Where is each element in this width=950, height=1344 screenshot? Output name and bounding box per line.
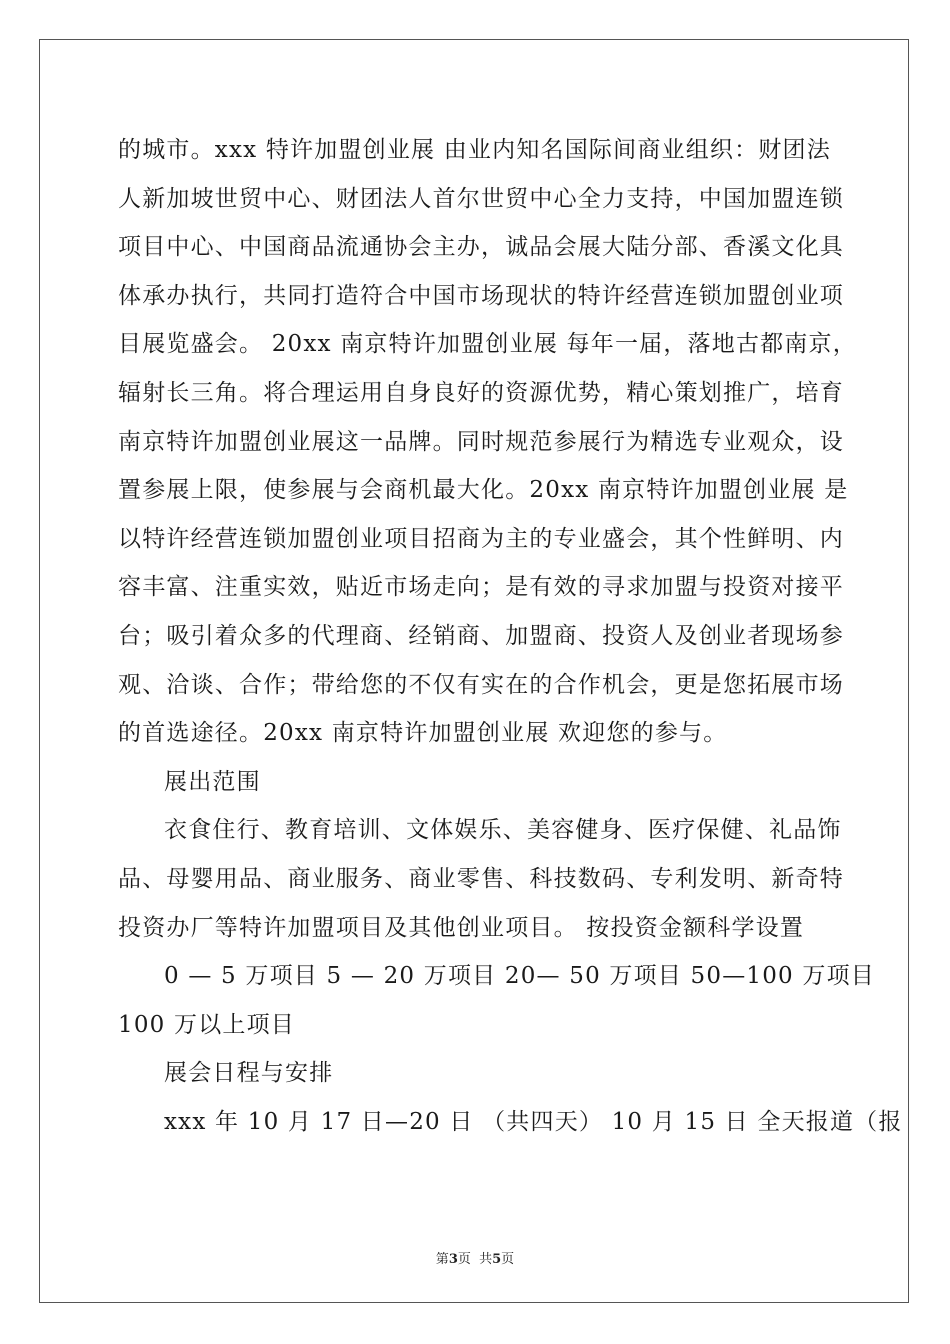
total-pages-number: 5 <box>492 1252 502 1267</box>
document-body <box>118 126 903 1146</box>
footer-prefix: 第 <box>435 1252 449 1267</box>
text-line: xxx 年 10 月 17 日—20 日 （共四天） 10 月 15 日 全天报道（报 <box>164 1108 903 1135</box>
text-line: 体承办执行，共同打造符合中国市场现状的特许经营连锁加盟创业项 <box>118 282 844 309</box>
text-line: 人新加坡世贸中心、财团法人首尔世贸中心全力支持，中国加盟连锁 <box>118 185 844 212</box>
paragraph-schedule <box>118 1098 903 1147</box>
text-line: 品、母婴用品、商业服务、商业零售、科技数码、专利发明、新奇特 <box>118 865 844 892</box>
text-line: 置参展上限，使参展与会商机最大化。20xx 南京特许加盟创业展 是 <box>118 477 849 504</box>
text-line: 100 万以上项目 <box>118 1011 296 1038</box>
text-line: 观、洽谈、合作；带给您的不仅有实在的合作机会，更是您拓展市场 <box>118 671 844 698</box>
footer-middle: 页 共 <box>457 1252 493 1267</box>
text-line: 项目中心、中国商品流通协会主办，诚品会展大陆分部、香溪文化具 <box>118 234 844 261</box>
current-page-number: 3 <box>448 1252 458 1267</box>
text-line: 投资办厂等特许加盟项目及其他创业项目。 按投资金额科学设置 <box>118 914 805 941</box>
paragraph-intro <box>118 126 857 758</box>
text-line: 0 — 5 万项目 5 — 20 万项目 20— 50 万项目 50—100 万项目 <box>164 963 875 990</box>
section-heading-scope: 展出范围 <box>164 768 261 795</box>
text-line: 目展览盛会。 20xx 南京特许加盟创业展 每年一届，落地古都南京， <box>118 331 857 358</box>
text-line: 辐射长三角。将合理运用自身良好的资源优势，精心策划推广，培育 <box>118 379 844 406</box>
text-line: 台；吸引着众多的代理商、经销商、加盟商、投资人及创业者现场参 <box>118 622 844 649</box>
text-line: 南京特许加盟创业展这一品牌。同时规范参展行为精选专业观众，设 <box>118 428 844 455</box>
section-heading-schedule: 展会日程与安排 <box>164 1060 334 1087</box>
paragraph-scope <box>118 806 844 952</box>
text-line: 衣食住行、教育培训、文体娱乐、美容健身、医疗保健、礼品饰 <box>164 817 842 844</box>
text-line: 容丰富、注重实效，贴近市场走向；是有效的寻求加盟与投资对接平 <box>118 574 844 601</box>
paragraph-investment-ranges <box>118 952 875 1049</box>
text-line: 的首选途径。20xx 南京特许加盟创业展 欢迎您的参与。 <box>118 720 728 747</box>
text-line: 以特许经营连锁加盟创业项目招商为主的专业盛会，其个性鲜明、内 <box>118 525 844 552</box>
footer-suffix: 页 <box>501 1252 515 1267</box>
text-line: 的城市。xxx 特许加盟创业展 由业内知名国际间商业组织：财团法 <box>118 137 831 163</box>
page-footer <box>0 1248 950 1267</box>
